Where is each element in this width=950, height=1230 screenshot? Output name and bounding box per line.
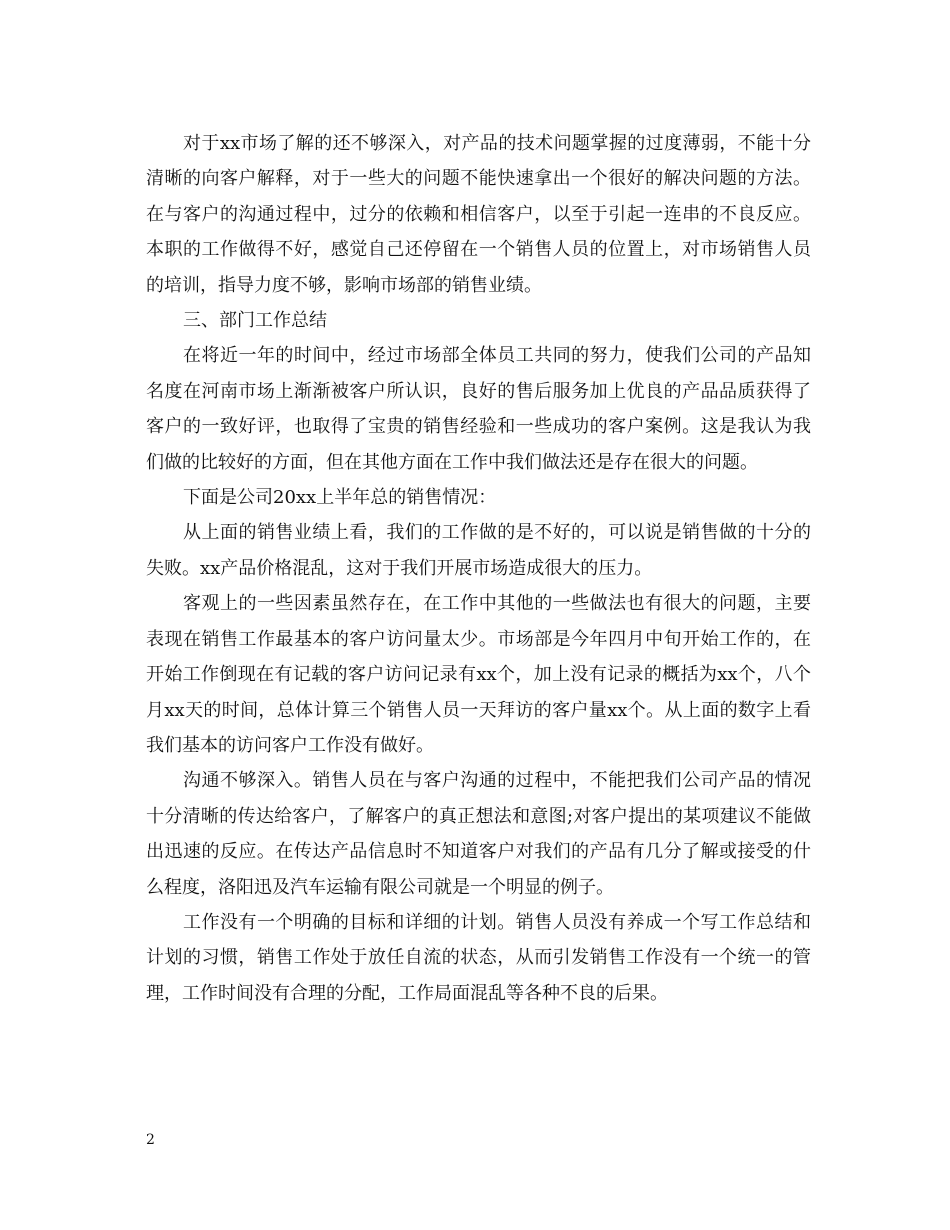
paragraph-market-understanding: 对于xx市场了解的还不够深入，对产品的技术问题掌握的过度薄弱，不能十分清晰的向客户解释，对于一些大的问题不能快速拿出一个很好的解决问题的方法。在与客户的沟通过程中，过分的依赖和相信客户，以至于引起一连串的不良反应。本职的工作做得不好，感觉自己还停留在一个销售人员的位置上，对市场销售人员的培训，指导力度不够，影响市场部的销售业绩。: [146, 133, 811, 296]
paragraph-planning: 工作没有一个明确的目标和详细的计划。销售人员没有养成一个写工作总结和计划的习惯，销售工作处于放任自流的状态，从而引发销售工作没有一个统一的管理，工作时间没有合理的分配，工作局面混乱等各种不良的后果。: [146, 911, 811, 1004]
document-body: [146, 126, 811, 1011]
page-number: 2: [146, 1132, 155, 1148]
section-heading-department-summary: 三、部门工作总结: [183, 310, 327, 332]
paragraph-year-summary: 在将近一年的时间中，经过市场部全体员工共同的努力，使我们公司的产品知名度在河南市场上渐渐被客户所认识，良好的售后服务加上优良的产品品质获得了客户的一致好评，也取得了宝贵的销售经验和一些成功的客户案例。这是我认为我们做的比较好的方面，但在其他方面在工作中我们做法还是存在很大的问题。: [146, 345, 811, 473]
paragraph-communication: 沟通不够深入。销售人员在与客户沟通的过程中，不能把我们公司产品的情况十分清晰的传达给客户，了解客户的真正想法和意图;对客户提出的某项建议不能做出迅速的反应。在传达产品信息时不知道客户对我们的产品有几分了解或接受的什么程度，洛阳迅及汽车运输有限公司就是一个明显的例子。: [146, 770, 811, 898]
paragraph-visit-volume: 客观上的一些因素虽然存在，在工作中其他的一些做法也有很大的问题，主要表现在销售工作最基本的客户访问量太少。市场部是今年四月中旬开始工作的，在开始工作倒现在有记载的客户访问记录有xx个，加上没有记录的概括为xx个，八个月xx天的时间，总体计算三个销售人员一天拜访的客户量xx个。从上面的数字上看我们基本的访问客户工作没有做好。: [146, 593, 811, 756]
paragraph-sales-performance: 从上面的销售业绩上看，我们的工作做的是不好的，可以说是销售做的十分的失败。xx产品价格混乱，这对于我们开展市场造成很大的压力。: [146, 522, 811, 579]
paragraph-sales-intro: 下面是公司20xx上半年总的销售情况：: [183, 487, 497, 509]
